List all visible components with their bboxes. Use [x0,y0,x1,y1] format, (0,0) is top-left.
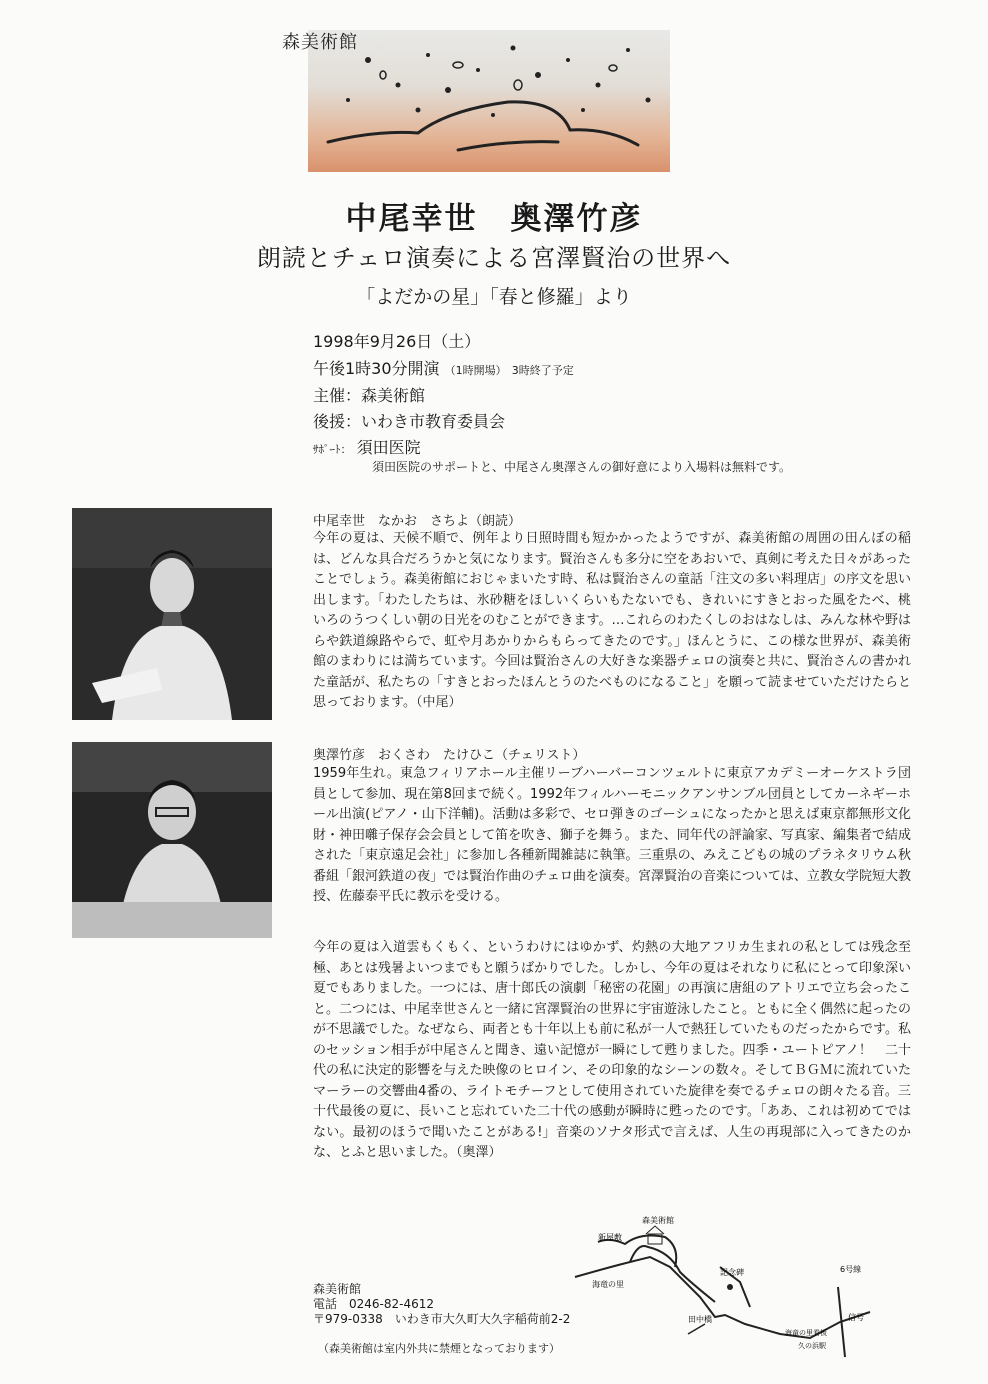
event-time-main: 午後1時30分開演 [313,359,440,378]
bio-nakao-text: 今年の夏は、天候不順で、例年より日照時間も短かかったようですが、森美術館の周囲の田んぼの稲は、どんな具合だろうかと気になります。賢治さんも多分に空をあおいで、真剣に考えた日々があったことでしょう。森美術館におじゃまいたす時、私は賢治さんの童話「注文の多い料理店」の序文を思い出します。「わたしたちは、氷砂糖をほしいくらいもたないでも、きれいにすきとおった風をたべ、桃いろのうつくしい朝の日光をのむことができます。…これらのわたくしのおはなしは、みんな林や野はらや鉄道線路やらで、虹や月あかりからもらってきたのです。」ほんとうに、この様な世界が、森美術館のまわりには満ちています。今回は賢治さんの大好きな楽器チェロの演奏と共に、賢治さんの書かれた童話が、私たちの「すきとおったほんとうのたべものになること」を願って読ませていただけたらと思っております。（中尾） [313,531,912,710]
footer-note: （森美術館は室内外共に禁煙となっております） [318,1342,560,1355]
museum-logo: 森美術館 [282,32,358,53]
event-sponsor: 後援：いわき市教育委員会 [313,412,506,431]
access-map-drawing [570,1212,900,1362]
bio-okuzawa-heading: 奥澤竹彦 おくさわ たけひこ（チェリスト） [313,748,586,763]
map-label-kinenhi: 記念碑 [720,1268,744,1277]
photo-okuzawa-drawing [72,742,272,938]
works-title: 「よだかの星」「春と修羅」より [356,286,632,308]
page-title: 中尾幸世 奥澤竹彦 [345,201,643,237]
photo-okuzawa [72,742,272,938]
event-support-label: ｻﾎﾟｰﾄ： [313,443,352,456]
footer-name: 森美術館 [313,1282,362,1296]
photo-nakao-drawing [72,508,272,720]
footer-address: 〒979-0338 いわき市大久町大久字稲荷前2-2 [313,1312,571,1326]
photo-nakao [72,508,272,720]
event-support-note: 須田医院のサポートと、中尾さん奥澤さんの御好意により入場料は無料です。 [372,460,792,474]
event-time [313,356,574,379]
map-label-kaido-sato: 海竜の里 [592,1280,624,1289]
map-label-kanban: 海竜の里看板 [785,1329,827,1337]
header-artwork [308,30,670,172]
page-subtitle: 朗読とチェロ演奏による宮澤賢治の世界へ [256,244,732,272]
bio-nakao-heading: 中尾幸世 なかお さちよ（朗読） [313,514,522,529]
access-map [570,1212,900,1362]
event-time-doors: （1時開場） [444,364,507,377]
map-label-shingo: 信号 [848,1313,864,1322]
event-time-end: 3時終了予定 [511,364,574,377]
event-date: 1998年9月26日（土） [313,332,481,351]
header-artwork-drawing [308,30,670,172]
map-label-tanakabashi: 田中橋 [688,1315,712,1324]
event-host: 主催：森美術館 [313,386,426,405]
bio-okuzawa-text: 1959年生れ。東急フィリアホール主催リーブハーバーコンツェルトに東京アカデミーオーケストラ団員として参加、現在第8回まで続く。1992年フィルハーモニックアンサンブル団員としてカーネギーホール出演(ピアノ・山下洋輔)。活動は多彩で、セロ弾きのゴーシュになったかと思えば東京都無形文化財・神田囃子保存会会員として笛を吹き、獅子を舞う。また、同年代の評論家、写真家、編集者で結成された「東京遠足会社」に参加し各種新聞雑誌に執筆。三重県の、みえこどもの城のプラネタリウム秋番組「銀河鉄道の夜」では賢治作曲のチェロ曲を演奏。宮澤賢治の音楽については、立教女学院短大教授、佐藤泰平氏に教示を受ける。 [313,766,911,904]
essay-okuzawa: 今年の夏は入道雲もくもく、というわけにはゆかず、灼熱の大地アフリカ生まれの私としては残念至極、あとは残暑よいつまでもと願うばかりでした。しかし、今年の夏はそれなりに私にとって印象深い夏でもありました。一つには、唐十郎氏の演劇「秘密の花園」の再演に唐組のアトリエで立ち会ったこと。二つには、中尾幸世さんと一緒に宮澤賢治の世界に宇宙遊泳したこと。ともに全く偶然に起ったのが不思議でした。なぜなら、両者とも十年以上も前に私が一人で熱狂していたものだったからです。私のセッション相手が中尾さんと聞き、遠い記憶が一瞬にして甦りました。四季・ユートピアノ！ 二十代の私に決定的影響を与えた映像のヒロイン、その印象的なシーンの数々。そしてＢＧＭに流れていたマーラーの交響曲4番の、ライトモチーフとして使用されていた旋律を奏でるチェロの朗々たる音。三十代最後の夏に、長いこと忘れていた二十代の感動が瞬時に甦ったのです。「ああ、これは初めてではない。最初のほうで聞いたことがある!」音楽のソナタ形式で言えば、人生の再現部に入ってきたのかな、とふと思いました。（奥澤） [313,940,912,1160]
footer-phone: 電話 0246-82-4612 [313,1297,435,1311]
event-support [313,435,421,458]
map-label-station: 久の浜駅 [798,1342,826,1350]
map-label-shinyashiki: 新屋敷 [598,1233,622,1242]
map-label-museum: 森美術館 [642,1216,674,1225]
map-label-route6: 6号線 [840,1265,862,1274]
event-support-name: 須田医院 [356,438,421,457]
